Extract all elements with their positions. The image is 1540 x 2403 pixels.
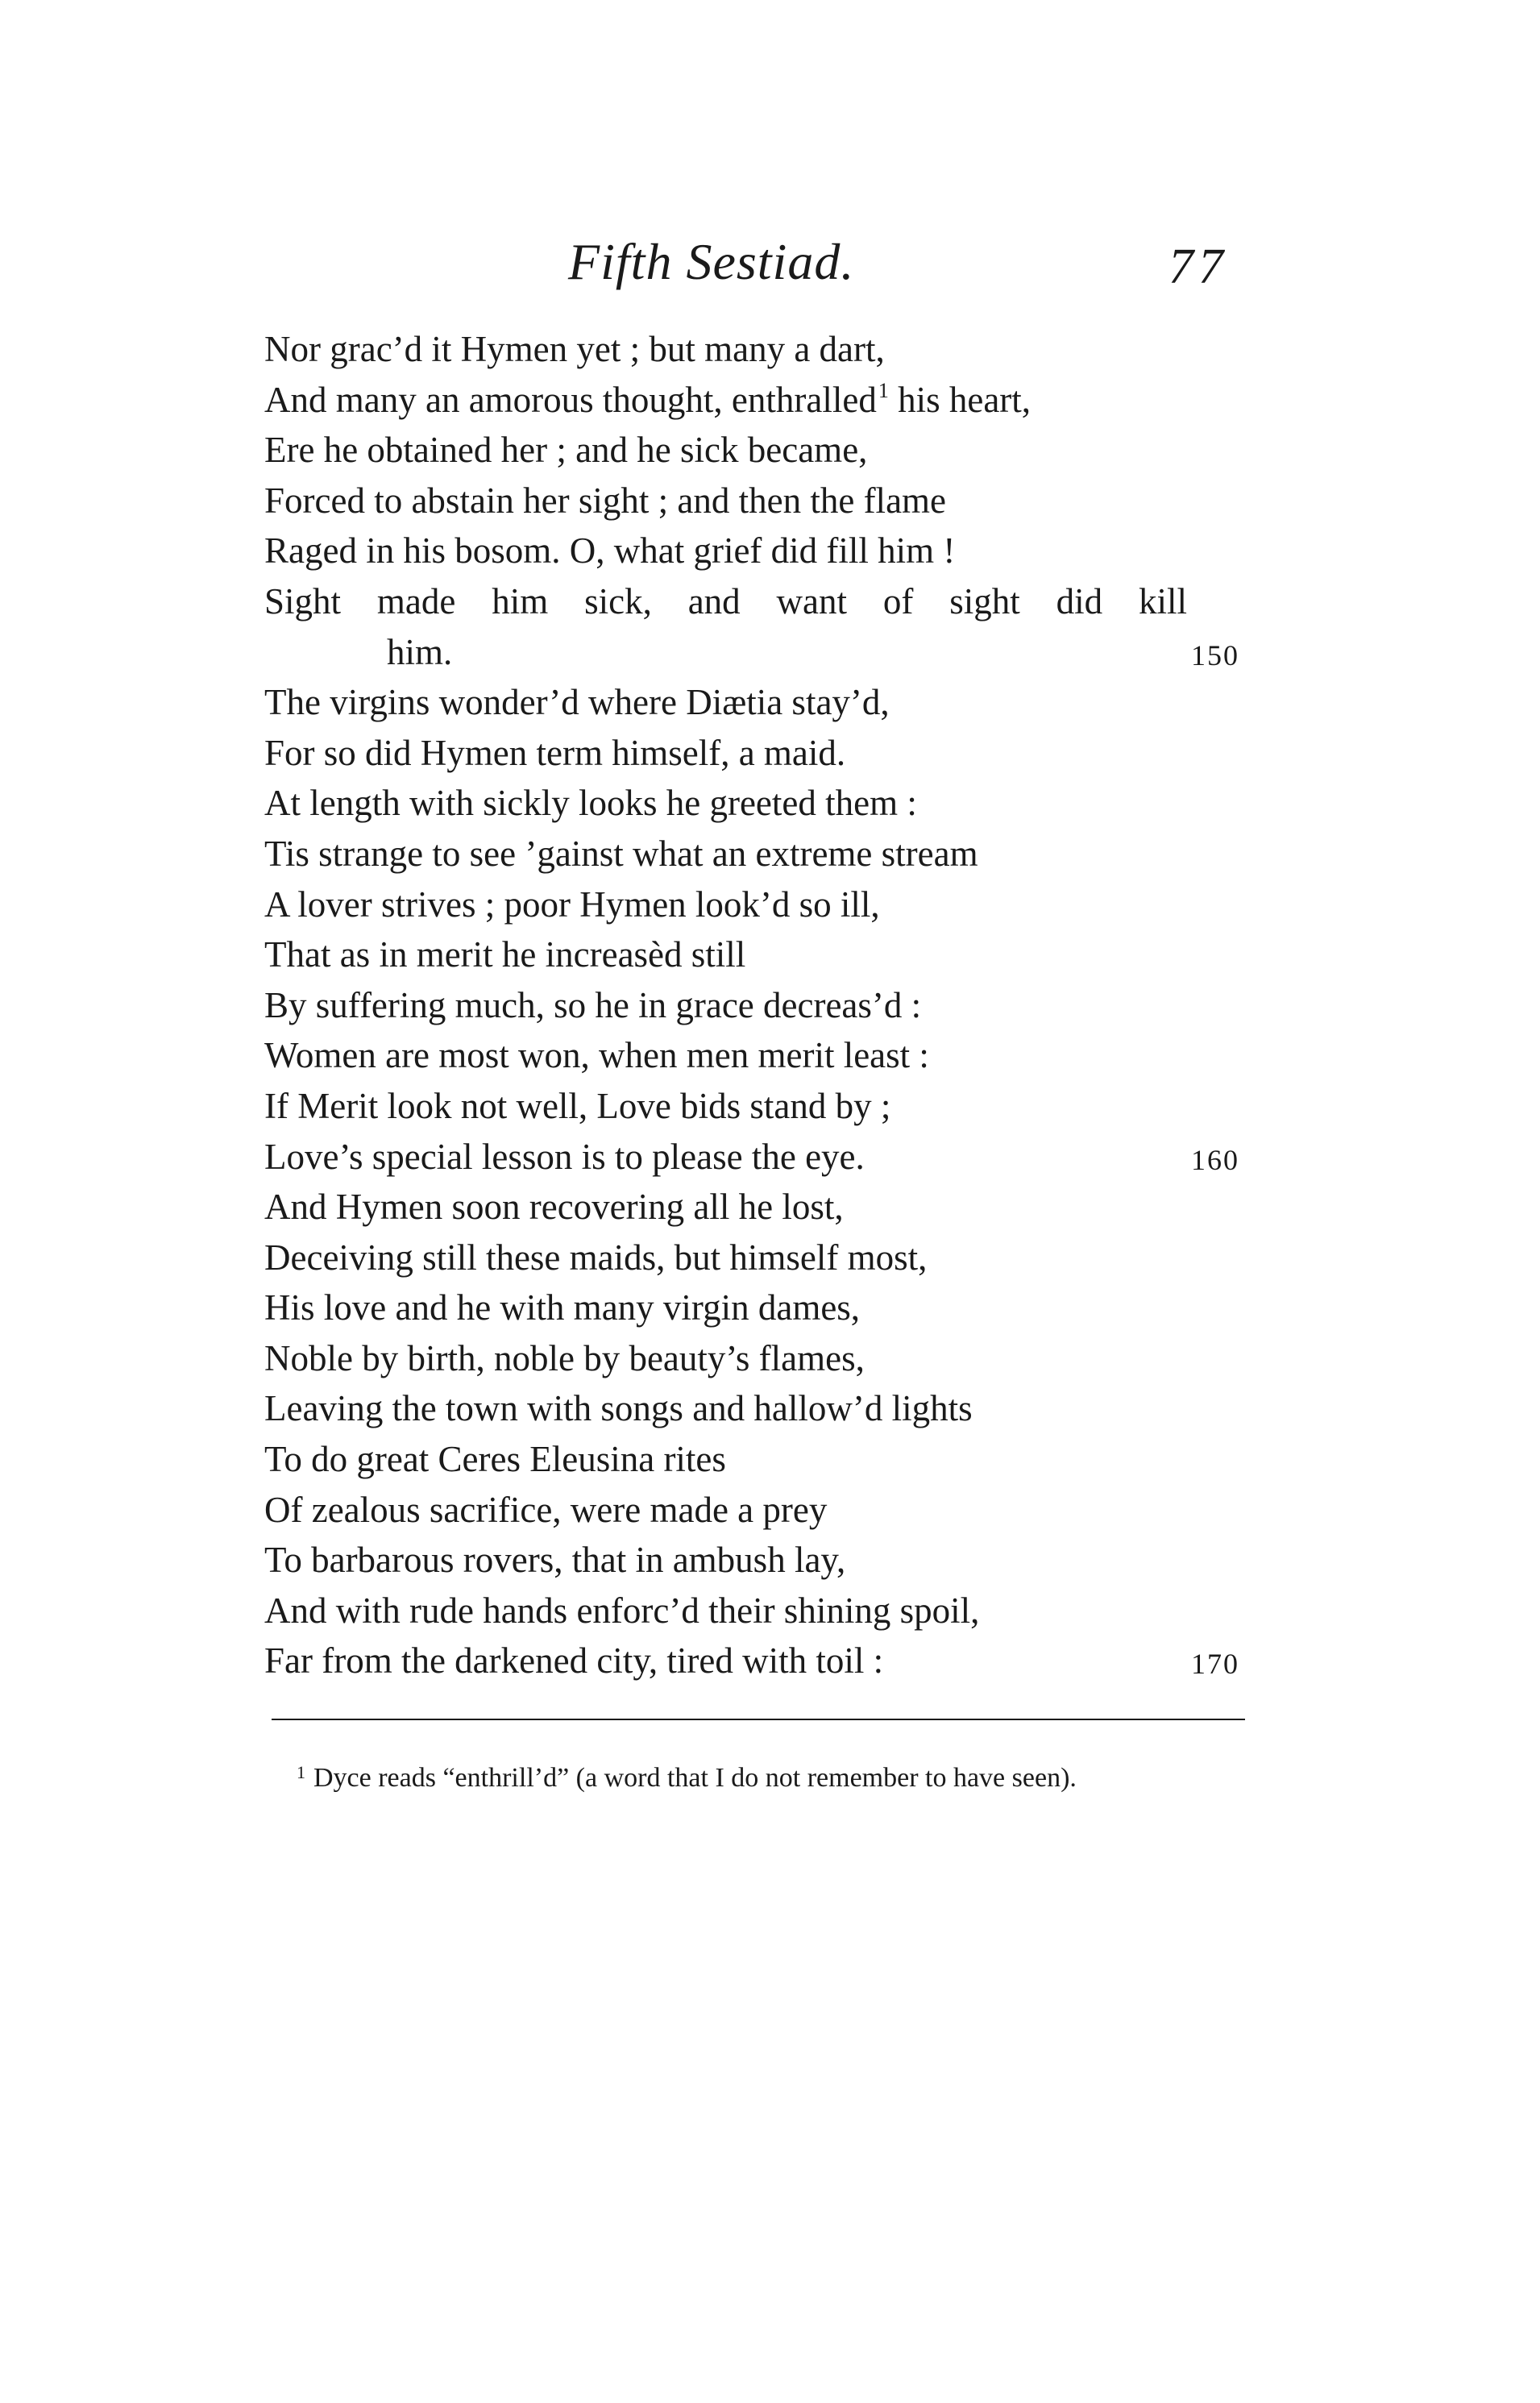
footnote <box>264 1761 1249 1796</box>
verse-line: By suffering much, so he in grace decreas’d : <box>264 984 922 1025</box>
running-head <box>0 230 1540 294</box>
verse-line: Love’s special lesson is to please the eye. 160 <box>264 1132 1280 1183</box>
verse-line: For so did Hymen term himself, a maid. <box>264 732 846 773</box>
running-title: Fifth Sestiad. <box>568 233 855 290</box>
line-number: 170 <box>1191 1648 1239 1681</box>
verse-line: Forced to abstain her sight ; and then the flame <box>264 480 947 521</box>
verse-line: Noble by birth, noble by beauty’s flames, <box>264 1337 865 1378</box>
verse-line: His love and he with many virgin dames, <box>264 1287 861 1328</box>
verse-line: And with rude hands enforc’d their shining spoil, <box>264 1590 980 1631</box>
page-number: 77 <box>1168 239 1228 294</box>
verse-line: And Hymen soon recovering all he lost, <box>264 1187 844 1228</box>
verse-line: Far from the darkened city, tired with toil : 170 <box>264 1636 1280 1686</box>
verse-line: Nor grac’d it Hymen yet ; but many a dart, <box>264 329 885 369</box>
verse-line: The virgins wonder’d where Diætia stay’d, <box>264 682 890 723</box>
verse-line: To do great Ceres Eleusina rites <box>264 1439 726 1480</box>
verse-line: And many an amorous thought, enthralled$^1$ his heart, <box>264 378 1032 420</box>
verse-line: Women are most won, when men merit least : <box>264 1035 929 1076</box>
verse-line: At length with sickly looks he greeted them : <box>264 783 917 824</box>
verse-line: A lover strives ; poor Hymen look’d so ill, <box>264 883 880 925</box>
footnote-reference: 1 <box>878 378 889 402</box>
line-number: 150 <box>1191 638 1239 671</box>
verse-line: Tis strange to see ’gainst what an extreme stream <box>264 833 978 874</box>
verse-line: Sight made him sick, and want of sight did kill <box>264 580 1187 622</box>
verse-line: If Merit look not well, Love bids stand by ; <box>264 1085 891 1126</box>
verse-line: Ere he obtained her ; and he sick became, <box>264 430 868 471</box>
line-number: 160 <box>1191 1143 1239 1176</box>
verse-line: Deceiving still these maids, but himself most, <box>264 1237 928 1278</box>
verse-line: To barbarous rovers, that in ambush lay, <box>264 1540 846 1581</box>
verse-line: Leaving the town with songs and hallow’d lights <box>264 1388 973 1429</box>
poem-text <box>264 324 1280 1686</box>
verse-line-continuation: him. 150 <box>264 627 1280 678</box>
verse-line: Raged in his bosom. O, what grief did fill him ! <box>264 530 956 572</box>
verse-line: Of zealous sacrifice, were made a prey <box>264 1489 828 1530</box>
footnote-divider <box>272 1719 1245 1720</box>
verse-line: That as in merit he increasèd still <box>264 934 746 975</box>
footnote-marker: 1 <box>297 1762 305 1782</box>
footnote-text: Dyce reads “enthrill’d” (a word that I do not remember to have seen). <box>313 1763 1077 1793</box>
